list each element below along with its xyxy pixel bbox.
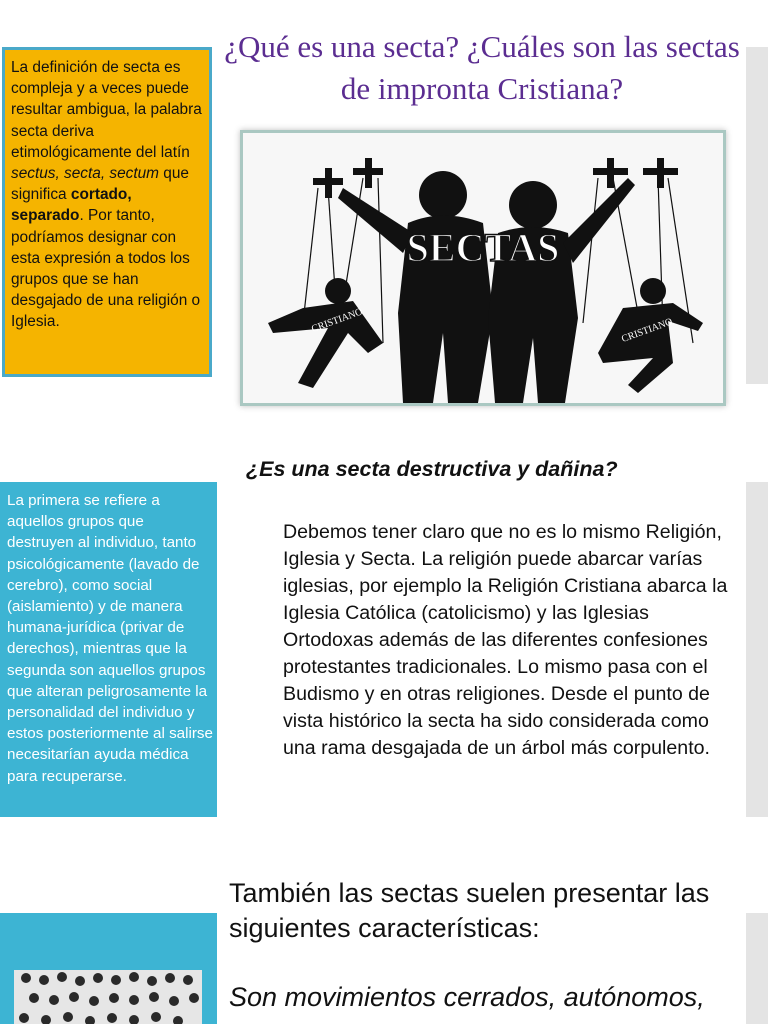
page-title: ¿Qué es una secta? ¿Cuáles son las sectas de impronta Cristiana? — [224, 29, 740, 106]
definition-box — [2, 47, 212, 377]
definition-text-1: La definición de secta es compleja y a veces puede resultar ambigua, la palabra secta deriva etimológicamente del latín — [11, 59, 202, 161]
destructive-sects-text: La primera se refiere a aquellos grupos que destruyen al individuo, tanto psicológicamente (lavado de cerebro), como social (aislamiento) y de manera humana-jurídica (privar de derechos), mientras que la segunda son aquellos grupos que alteran peligrosamente la personalidad del individuo y estos posteriormente al salirse necesitarían ayuda médica para recuperarse. — [7, 492, 213, 785]
definition-text-3: . Por tanto, podríamos designar con esta expresión a todos los grupos que se han desgajado de una religión o Iglesia. — [11, 207, 201, 331]
label-cristiano-left: CRISTIANO — [310, 306, 365, 335]
characteristics-first: Son movimientos cerrados, autónomos, — [229, 982, 705, 1012]
religion-church-sect-paragraph: Debemos tener claro que no es lo mismo Religión, Iglesia y Secta. La religión puede abarcar varías iglesias, por ejemplo la Religión Cristiana abarca la Iglesia Católica (catolicismo) y las Iglesias Ortodoxas además de las diferentes confesiones protestantes tradicionales. Lo mismo pasa con el Budismo y en otras religiones. Desde el punto de vista histórico la secta ha sido considerada como una rama desgajada de un árbol más corpulento. — [283, 521, 728, 759]
question-heading: ¿Es una secta destructiva y dañina? — [246, 457, 618, 481]
side-bar-bottom — [746, 913, 768, 1024]
side-bar-top — [746, 47, 768, 384]
crowd-photo — [14, 970, 202, 1024]
label-cristiano-right: CRISTIANO — [620, 316, 675, 345]
sects-illustration — [240, 130, 726, 406]
definition-text-2: que significa — [11, 165, 189, 204]
latin-terms: sectus, secta, sectum — [11, 165, 159, 183]
side-bar-middle — [746, 482, 768, 817]
destructive-sects-box — [0, 482, 217, 817]
characteristics-intro: También las sectas suelen presentar las siguientes características: — [229, 878, 710, 943]
key-terms: cortado, separado — [11, 186, 132, 225]
sign-sectas: SECTAS — [406, 225, 560, 270]
